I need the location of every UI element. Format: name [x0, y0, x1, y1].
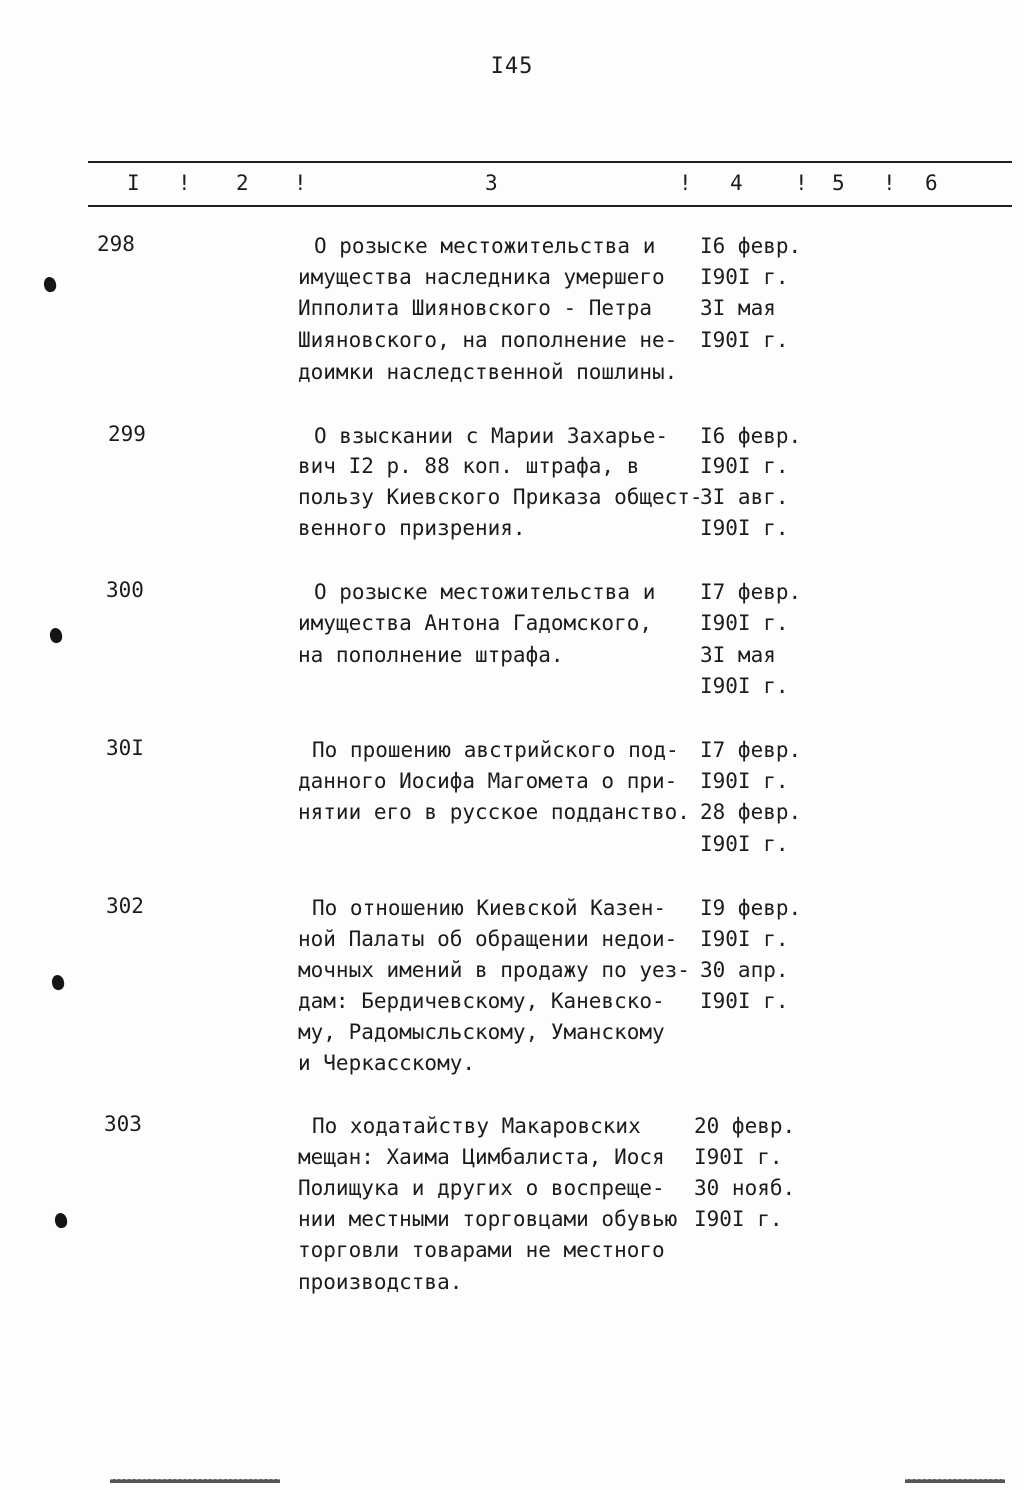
header-separator: !: [795, 171, 808, 195]
entry-text-line: Полищука и других о воспреще-: [298, 1176, 665, 1200]
header-separator: !: [294, 171, 307, 195]
entry-date-line: 3I авг.: [700, 485, 789, 509]
entry-text-line: имущества Антона Гадомского,: [298, 611, 653, 635]
entry-date-line: 28 февр.: [700, 800, 802, 824]
entry-text-line: По прошению австрийского под-: [312, 738, 679, 762]
entry-date-line: I90I г.: [700, 328, 789, 352]
entry-date-line: 3I мая: [700, 643, 776, 667]
entry-text-line: ной Палаты об обращении недои-: [298, 927, 678, 951]
entry-date-line: I6 февр.: [700, 234, 802, 258]
table-top-rule: [88, 161, 1012, 163]
header-col-4: 4: [730, 171, 743, 195]
entry-date-line: I90I г.: [700, 454, 789, 478]
entry-text-line: дам: Бердичевскому, Каневско-: [298, 989, 665, 1013]
scan-edge-mark: [110, 1479, 280, 1483]
entry-date-line: I90I г.: [700, 674, 789, 698]
header-separator: !: [178, 171, 191, 195]
entry-text-line: венного призрения.: [298, 516, 526, 540]
entry-text-line: О розыске местожительства и: [314, 234, 656, 258]
header-col-5: 5: [832, 171, 845, 195]
scan-edge-mark: [905, 1479, 1005, 1483]
table-header-rule: [88, 205, 1012, 207]
entry-text-line: О взыскании с Марии Захарье-: [314, 424, 669, 448]
entry-date-line: I7 февр.: [700, 738, 802, 762]
header-col-2: 2: [236, 171, 249, 195]
entry-date-line: I90I г.: [700, 927, 789, 951]
entry-text-line: нятии его в русское подданство.: [298, 800, 690, 824]
entry-number: 303: [104, 1112, 142, 1136]
entry-date-line: I7 февр.: [700, 580, 802, 604]
entry-text-line: имущества наследника умершего: [298, 265, 665, 289]
entry-text-line: доимки наследственной пошлины.: [298, 360, 678, 384]
header-col-6: 6: [925, 171, 938, 195]
entry-text-line: нии местными торговцами обувью: [298, 1207, 678, 1231]
entry-date-line: I9 февр.: [700, 896, 802, 920]
entry-text-line: на пополнение штрафа.: [298, 643, 564, 667]
entry-number: 302: [106, 894, 144, 918]
entry-date-line: 3I мая: [700, 296, 776, 320]
entry-date-line: I90I г.: [700, 989, 789, 1013]
entry-text-line: пользу Киевского Приказа общест-: [298, 485, 703, 509]
entry-date-line: I90I г.: [700, 832, 789, 856]
header-separator: !: [679, 171, 692, 195]
entry-number: 298: [97, 232, 135, 256]
entry-number: 299: [108, 422, 146, 446]
entry-text-line: мочных имений в продажу по уез-: [298, 958, 690, 982]
entry-date-line: I90I г.: [700, 611, 789, 635]
entry-date-line: I90I г.: [700, 516, 789, 540]
entry-text-line: По ходатайству Макаровских: [312, 1114, 641, 1138]
entry-text-line: производства.: [298, 1270, 463, 1294]
entry-number: 300: [106, 578, 144, 602]
entry-date-line: 20 февр.: [694, 1114, 796, 1138]
entry-text-line: Шияновского, на пополнение не-: [298, 328, 678, 352]
punch-hole: [54, 1212, 69, 1229]
entry-text-line: По отношению Киевской Казен-: [312, 896, 667, 920]
entry-date-line: 30 апр.: [700, 958, 789, 982]
entry-text-line: О розыске местожительства и: [314, 580, 656, 604]
entry-date-line: I90I г.: [700, 265, 789, 289]
entry-text-line: торговли товарами не местного: [298, 1238, 665, 1262]
entry-date-line: I90I г.: [700, 769, 789, 793]
entry-number: 30I: [106, 736, 144, 760]
header-col-1: I: [127, 171, 140, 195]
entry-text-line: Ипполита Шияновского - Петра: [298, 296, 653, 320]
entry-text-line: му, Радомысльскому, Уманскому: [298, 1020, 665, 1044]
page-number: I45: [490, 54, 534, 79]
punch-hole: [43, 276, 58, 293]
entry-text-line: мещан: Хаима Цимбалиста, Иося: [298, 1145, 665, 1169]
entry-date-line: I90I г.: [694, 1207, 783, 1231]
entry-text-line: и Черкасскому.: [298, 1051, 476, 1075]
punch-hole: [49, 627, 64, 644]
header-col-3: 3: [485, 171, 498, 195]
punch-hole: [51, 974, 66, 991]
header-separator: !: [883, 171, 896, 195]
entry-date-line: 30 нояб.: [694, 1176, 796, 1200]
entry-text-line: данного Иосифа Магомета о при-: [298, 769, 678, 793]
entry-text-line: вич I2 р. 88 коп. штрафа, в: [298, 454, 640, 478]
entry-date-line: I90I г.: [694, 1145, 783, 1169]
entry-date-line: I6 февр.: [700, 424, 802, 448]
